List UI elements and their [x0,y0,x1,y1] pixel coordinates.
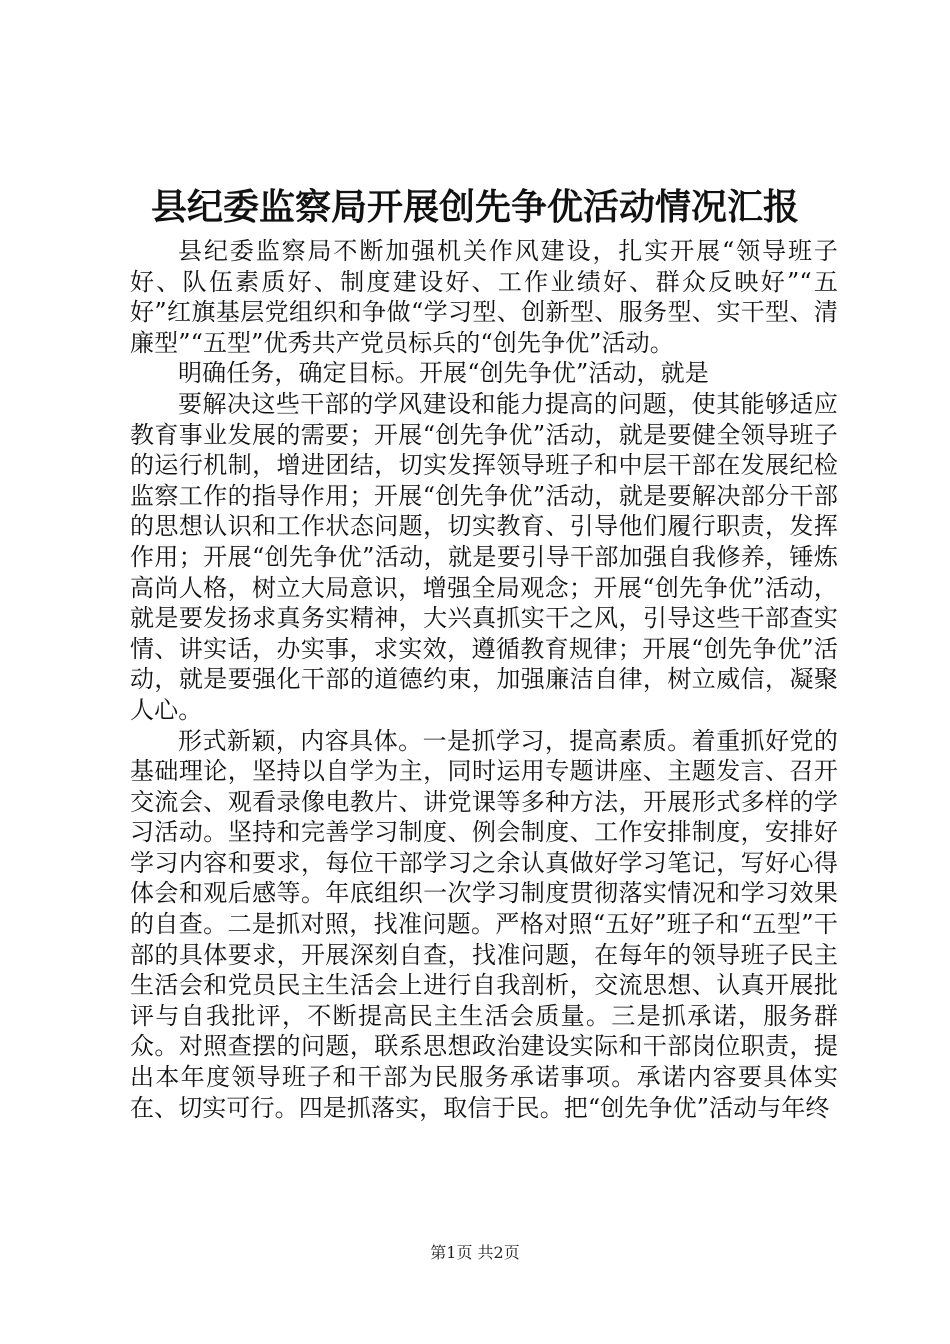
page-number: 第1页 共2页 [430,1243,520,1262]
document-title: 县纪委监察局开展创先争优活动情况汇报 [150,186,799,228]
document-body [130,236,838,1123]
paragraph-form: 形式新颖，内容具体。一是抓学习，提高素质。着重抓好党的基础理论，坚持以自学为主，同时运用专题讲座、主题发言、召开交流会、观看录像电教片、讲党课等多种方法，开展形式多样的学习活动。坚持和完善学习制度、例会制度、工作安排制度，安排好学习内容和要求，每位干部学习之余认真做好学习笔记，写好心得体会和观后感等。年底组织一次学习制度贯彻落实情况和学习效果的自查。二是抓对照，找准问题。严格对照“五好”班子和“五型”干部的具体要求，开展深刻自查，找准问题，在每年的领导班子民主生活会和党员民主生活会上进行自我剖析，交流思想、认真开展批评与自我批评，不断提高民主生活会质量。三是抓承诺，服务群众。对照查摆的问题，联系思想政治建设实际和干部岗位职责，提出本年度领导班子和干部为民服务承诺事项。承诺内容要具体实在、切实可行。四是抓落实，取信于民。把“创先争优”活动与年终 [130,726,838,1122]
paragraph-purpose: 要解决这些干部的学风建设和能力提高的问题，使其能够适应教育事业发展的需要；开展“创先争优”活动，就是要健全领导班子的运行机制，增进团结，切实发挥领导班子和中层干部在发展纪检监察工作的指导作用；开展“创先争优”活动，就是要解决部分干部的思想认识和工作状态问题，切实教育、引导他们履行职责，发挥作用；开展“创先争优”活动，就是要引导干部加强自我修养，锤炼高尚人格，树立大局意识，增强全局观念；开展“创先争优”活动，就是要发扬求真务实精神，大兴真抓实干之风，引导这些干部查实情、讲实话，办实事，求实效，遵循教育规律；开展“创先争优”活动，就是要强化干部的道德约束，加强廉洁自律，树立威信，凝聚人心。 [130,389,838,724]
paragraph-intro: 县纪委监察局不断加强机关作风建设，扎实开展“领导班子好、队伍素质好、制度建设好、工作业绩好、群众反映好”“五好”红旗基层党组织和争做“学习型、创新型、服务型、实干型、清廉型”“五型”优秀共产党员标兵的“创先争优”活动。 [130,237,838,357]
paragraph-task: 明确任务，确定目标。开展“创先争优”活动，就是 [178,359,709,388]
